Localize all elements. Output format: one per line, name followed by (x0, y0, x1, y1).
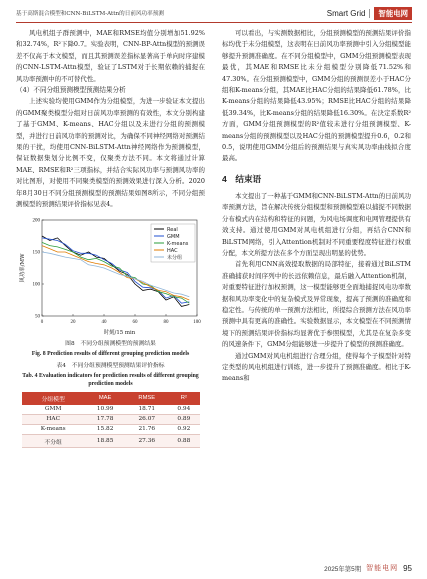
footer-info (324, 563, 412, 573)
figure-caption-cn: 图8 不同分组预测模型的预测结果 (65, 340, 156, 347)
y-tick-label: 100 (32, 282, 40, 288)
subsection-heading: （4）不同分组预测模型预测结果分析 (16, 86, 126, 95)
table-cell: 21.76 (126, 424, 168, 434)
evaluation-table (22, 392, 200, 449)
running-title: 基于高斯混合模型和CNN-BiLSTM-Attn的日前风功率预测 (16, 11, 164, 17)
table-row (22, 424, 200, 434)
journal-brand (327, 7, 412, 20)
x-tick-label: 20 (70, 319, 76, 325)
header-rule (16, 22, 412, 23)
table-cell: 18.85 (84, 435, 125, 448)
x-tick-label: 60 (132, 319, 138, 325)
table-cell: 0.88 (168, 435, 200, 448)
right-paragraph-1: 可以看出，与实测数据相比，分组预测模型的预测结果评价指标均优于未分组模型，这表明在日前风功率预测中引入分组模型能够提升预测准确度。在不同分组模型中，GMM分组预测模型表现最优，其MAE和RMSE比未分组模型分别降低71.52%和47.30%。在分组预测模型中，GMM分组的预测误差小于HAC分组和K-means分组，其MAE比HAC分组的结果降低61.78%，比K-means分组的结果降低43.95%；RMSE比HAC分组的结果降低39.34%，比K-means分组的结果降低16.30%。在決定系数R²方面，GMM分组预测模型的R²值较未进行分组预测模型、K-means分组的预测模型以及HAC分组的预测模型提升0.6，0.2和0.5，说明使用GMM分组后的预测结果与真实风功率曲线拟合度最高。 (222, 29, 411, 163)
header-divider (369, 9, 370, 18)
table-header-cell: R² (168, 392, 200, 405)
left-column (16, 28, 205, 448)
table-cell: 不分组 (22, 435, 84, 448)
right-column (222, 28, 411, 385)
journal-name: Smart Grid (326, 9, 366, 18)
table-header-row (22, 392, 200, 405)
x-tick-label: 0 (40, 319, 44, 325)
issue-label: 2025年第5期 (324, 565, 362, 573)
table-cell: K-means (22, 424, 84, 434)
table-cell: GMM (22, 405, 84, 415)
prediction-chart (16, 214, 205, 338)
table-row (22, 435, 200, 448)
left-paragraph-1: 风电机组子群预测中，MAE和RMSE均值分别增加51.92%和32.74%，R²下降0.7。实验表明，CNN-BP-Attn模型的预测误差不仅高于本文模型，而且其预测误差指标显著高于单向时序建模的CNN-LSTM-Attn模型，验证了LSTM对于长期依赖的捕捉在风功率预测中的不可替代性。 (16, 29, 205, 83)
table-row (22, 414, 200, 424)
legend-label: Real (167, 226, 178, 233)
table-cell: 26.07 (126, 414, 168, 424)
table-header-cell: MAE (84, 392, 125, 405)
table-cell: 15.82 (84, 424, 125, 434)
right-paragraph-2: 本文提出了一种基于GMM和CNN-BiLSTM-Attn的日前风功率预测方法，旨在解决传统分组模型和预测模型难以捕捉不同数据分布模式内在结构和特征的问题，为风电场调度和电网管理提供有效支持。通过使用GMM对风电机组进行分组，再结合CNN和BiLSTM网络，引入Attention机制对不同重要程度特征进行权重分配，本文所提方法在多个方面呈现出明显的优势。 (222, 191, 411, 257)
section-heading-conclusion: 4 结束语 (222, 173, 262, 184)
legend-label: 未分组 (167, 254, 183, 261)
figure-caption-en: Fig. 8 Prediction results of different grouping prediction models (31, 350, 190, 357)
table-cell: HAC (22, 414, 84, 424)
legend-label: GMM (167, 233, 180, 240)
x-axis-label: 时刻/15 min (103, 329, 136, 336)
y-tick-label: 200 (32, 218, 40, 224)
x-tick-label: 40 (101, 319, 107, 325)
x-tick-label: 100 (193, 319, 201, 325)
legend-label: HAC (167, 247, 178, 254)
x-tick-label: 80 (163, 319, 169, 325)
y-axis-label: 风功率/MW (20, 252, 26, 283)
table-cell: 0.92 (168, 424, 200, 434)
table-cell: 17.78 (84, 414, 125, 424)
table-cell: 0.94 (168, 405, 200, 415)
table-caption-en: Tab. 4 Evaluation indicators for prediction results of different grouping prediction models (22, 373, 199, 388)
journal-badge: 智能电网 (374, 7, 412, 20)
table-cell: 18.71 (126, 405, 168, 415)
figure-8 (16, 214, 205, 338)
table-header-cell: RMSE (126, 392, 168, 405)
y-tick-label: 50 (35, 314, 40, 320)
table-caption-cn: 表4 不同分组预测模型预测结果评价指标 (56, 362, 165, 369)
table-row (22, 405, 200, 415)
page-header (16, 6, 412, 22)
footer-logo: 智能电网 (366, 564, 399, 572)
page-footer (16, 563, 412, 575)
y-tick-label: 150 (32, 250, 40, 256)
page-number: 95 (403, 563, 412, 573)
right-paragraph-3: 首先利用CNN高效提取数据的局部特征，接着通过BiLSTM准确捕获时间序列中的长远依赖信息，最后融入Attention机制，对重要特征进行加权预测，这一模型能够更全面地捕捉风电功率数据和风功率变化中的复杂模式及异常现象，提高了预测的准确度和稳定性。与传统的单一预测方法相比，所提综合预测方法在风功率预测中具有更高的准确性。实验数据显示，本文模型在不同预测情境下的预测结果评价指标均显著优于参照模型，尤其是在复杂多变的风速条件下，GMM分组能够进一步提升了模型的预测准确度。 (222, 260, 411, 349)
table-header-cell: 分组模型 (22, 392, 84, 405)
table-cell: 0.89 (168, 414, 200, 424)
right-paragraph-4: 通过GMM对风电机组进行合理分组，使得每个子模型针对特定类型的风电机组进行训练，进一步提升了预测准确度。相比于K-means和 (222, 351, 411, 383)
table-cell: 10.99 (84, 405, 125, 415)
left-paragraph-2: 上述实验均使用GMM作为分组模型，为进一步验证本文提出的GMM聚类模型分组对日前风功率预测的有效性，本文分别构建了基于GMM、K-means、HAC分组以及未进行分组的预测模型，并进行日前风功率的预测对比，为确保不同神经网络对预测结果的干扰，均使用CNN-BiLSTM-Attn神经网络作为预测模型，保证数据集划分比例不变，仅聚类方法不同。本文将通过计算MAE、RMSE和R²三项指标，并结合实际风功率与预测风功率的对比图形，对使用不同聚类模型的预测效果进行深入分析。2020年8月30日不同分组预测模型的预测结果如图8所示，不同分组预测模型的预测结果评价指标见表4。 (16, 97, 205, 209)
legend-label: K-means (167, 240, 189, 247)
table-cell: 27.36 (126, 435, 168, 448)
